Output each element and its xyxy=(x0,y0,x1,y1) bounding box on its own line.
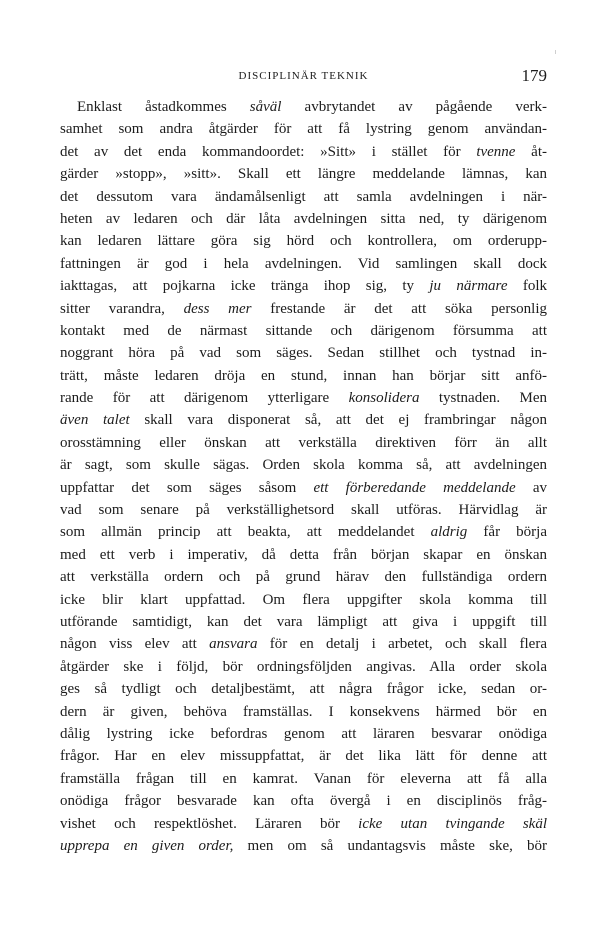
text-run: åt- xyxy=(515,143,547,160)
text-run: frestande är det att söka personlig xyxy=(251,300,547,317)
text-run: rande för att därigenom ytterligare xyxy=(60,390,349,407)
text-run: fattningen är god i hela avdelningen. Vid samlingen skall dock xyxy=(60,255,547,272)
text-run: avbrytandet av pågående verk- xyxy=(281,99,547,115)
text-line xyxy=(60,118,547,140)
emphasized-text: dess mer xyxy=(183,300,252,317)
text-run: med ett verb i imperativ, då detta från början skapar en önskan xyxy=(60,546,547,563)
text-line xyxy=(60,589,547,611)
emphasized-text: upprepa en given order, xyxy=(60,837,234,854)
text-run: dålig lystring icke befordras genom att läraren besvarar onödiga xyxy=(60,725,547,742)
text-run: orosstämning eller önskan att verkställa direktiven förr än allt xyxy=(60,434,547,451)
text-run: vishet och respektlöshet. Läraren bör xyxy=(60,815,359,832)
text-line xyxy=(60,96,547,118)
text-run: ges så tydligt och detaljbestämt, att några frågor icke, sedan or- xyxy=(60,681,547,698)
text-line xyxy=(60,298,547,320)
emphasized-text: ju närmare xyxy=(429,278,508,295)
text-run: onödiga frågor besvarade kan ofta övergå i en disciplinös fråg- xyxy=(60,793,547,810)
text-run: någon viss elev att xyxy=(60,636,210,653)
text-run: får börja xyxy=(467,524,548,541)
text-line xyxy=(60,186,547,208)
text-run: icke blir klart uppfattad. Om flera uppgifter skola komma till xyxy=(60,591,547,608)
text-line xyxy=(60,432,547,454)
text-run: gärder »stopp», »sitt». Skall ett längre meddelande lämnas, kan xyxy=(60,166,547,183)
text-run: skall vara disponerat så, att det ej frambringar någon xyxy=(129,412,547,429)
text-line xyxy=(60,163,547,185)
text-line xyxy=(60,678,547,700)
text-line xyxy=(60,454,547,476)
text-run: är sagt, som skulle sägas. Orden skola komma så, att avdelningen xyxy=(60,457,547,474)
text-run: att verkställa ordern och på grund härav den fullständiga ordern xyxy=(60,569,547,586)
text-line xyxy=(60,499,547,521)
emphasized-text: ansvara xyxy=(209,636,258,653)
text-run: tystnaden. Men xyxy=(419,390,548,407)
text-run: vad som senare på verkställighetsord skall utföras. Härvidlag är xyxy=(60,502,547,519)
emphasized-text: ett förberedande meddelande xyxy=(313,479,516,496)
text-line xyxy=(60,521,547,543)
emphasized-text: aldrig xyxy=(430,524,468,541)
emphasized-text: även talet xyxy=(60,412,130,429)
text-run: för en detalj i arbetet, och skall flera xyxy=(257,636,547,653)
text-run: Enklast åstadkommes xyxy=(77,99,250,115)
text-line xyxy=(60,701,547,723)
text-run: iakttagas, att pojkarna icke tränga ihop sig, ty xyxy=(60,278,430,295)
text-run: det dessutom vara ändamålsenligt att samla avdelningen i när- xyxy=(60,188,547,205)
text-line xyxy=(60,611,547,633)
text-run: kan ledaren lättare göra sig hörd och kontrollera, om orderupp- xyxy=(60,233,547,250)
emphasized-text: icke utan tvingande skäl xyxy=(358,815,547,832)
text-run: sitter varandra, xyxy=(60,300,184,317)
body-paragraph xyxy=(60,96,547,857)
text-line xyxy=(60,275,547,297)
text-run: samhet som andra åtgärder för att få lystring genom användan- xyxy=(60,121,547,138)
text-line xyxy=(60,342,547,364)
text-line xyxy=(60,477,547,499)
text-line xyxy=(60,208,547,230)
text-line xyxy=(60,633,547,655)
margin-mark xyxy=(555,50,556,54)
text-run: trätt, måste ledaren dröja en stund, innan han börjar sitt anfö- xyxy=(60,367,547,384)
text-line xyxy=(60,768,547,790)
running-head xyxy=(60,68,547,88)
text-run: som allmän princip att beakta, att meddelandet xyxy=(60,524,431,541)
text-line xyxy=(60,320,547,342)
text-line xyxy=(60,813,547,835)
text-run: av xyxy=(515,479,547,496)
text-line xyxy=(60,387,547,409)
text-line xyxy=(60,790,547,812)
text-run: kontakt med de närmast sittande och därigenom försumma att xyxy=(60,322,547,339)
text-run: dern är given, behöva framställas. I konsekvens härmed bör en xyxy=(60,703,547,720)
text-run: men om så undantagsvis måste ske, bör xyxy=(233,837,547,854)
text-line xyxy=(60,566,547,588)
text-run: åtgärder ske i följd, bör ordningsföljden angivas. Alla order skola xyxy=(60,658,547,675)
text-line xyxy=(60,141,547,163)
text-run: utförande samtidigt, kan det vara lämpligt att giva i uppgift till xyxy=(60,613,547,630)
text-run: det av det enda kommandoordet: »Sitt» i stället för xyxy=(60,143,477,160)
text-line xyxy=(60,230,547,252)
page-number: 179 xyxy=(521,66,547,85)
text-line xyxy=(60,409,547,431)
text-line xyxy=(60,253,547,275)
text-run: heten av ledaren och där låta avdelningen sitta ned, ty därigenom xyxy=(60,210,547,227)
text-line xyxy=(60,835,547,857)
text-line xyxy=(60,656,547,678)
text-line xyxy=(60,745,547,767)
text-run: folk xyxy=(507,278,547,295)
emphasized-text: tvenne xyxy=(476,143,516,160)
text-run: frågor. Har en elev missuppfattat, är det lika lätt för denne att xyxy=(60,748,547,765)
text-run: noggrant höra på vad som säges. Sedan stillhet och tystnad in- xyxy=(60,345,547,362)
text-run: framställa frågan till en kamrat. Vanan för eleverna att få alla xyxy=(60,770,547,787)
emphasized-text: såväl xyxy=(249,99,282,115)
text-line xyxy=(60,723,547,745)
running-title: DISCIPLINÄR TEKNIK xyxy=(238,70,369,82)
text-run: uppfattar det som säges såsom xyxy=(60,479,314,496)
text-line xyxy=(60,365,547,387)
emphasized-text: konsolidera xyxy=(348,390,420,407)
text-line xyxy=(60,544,547,566)
